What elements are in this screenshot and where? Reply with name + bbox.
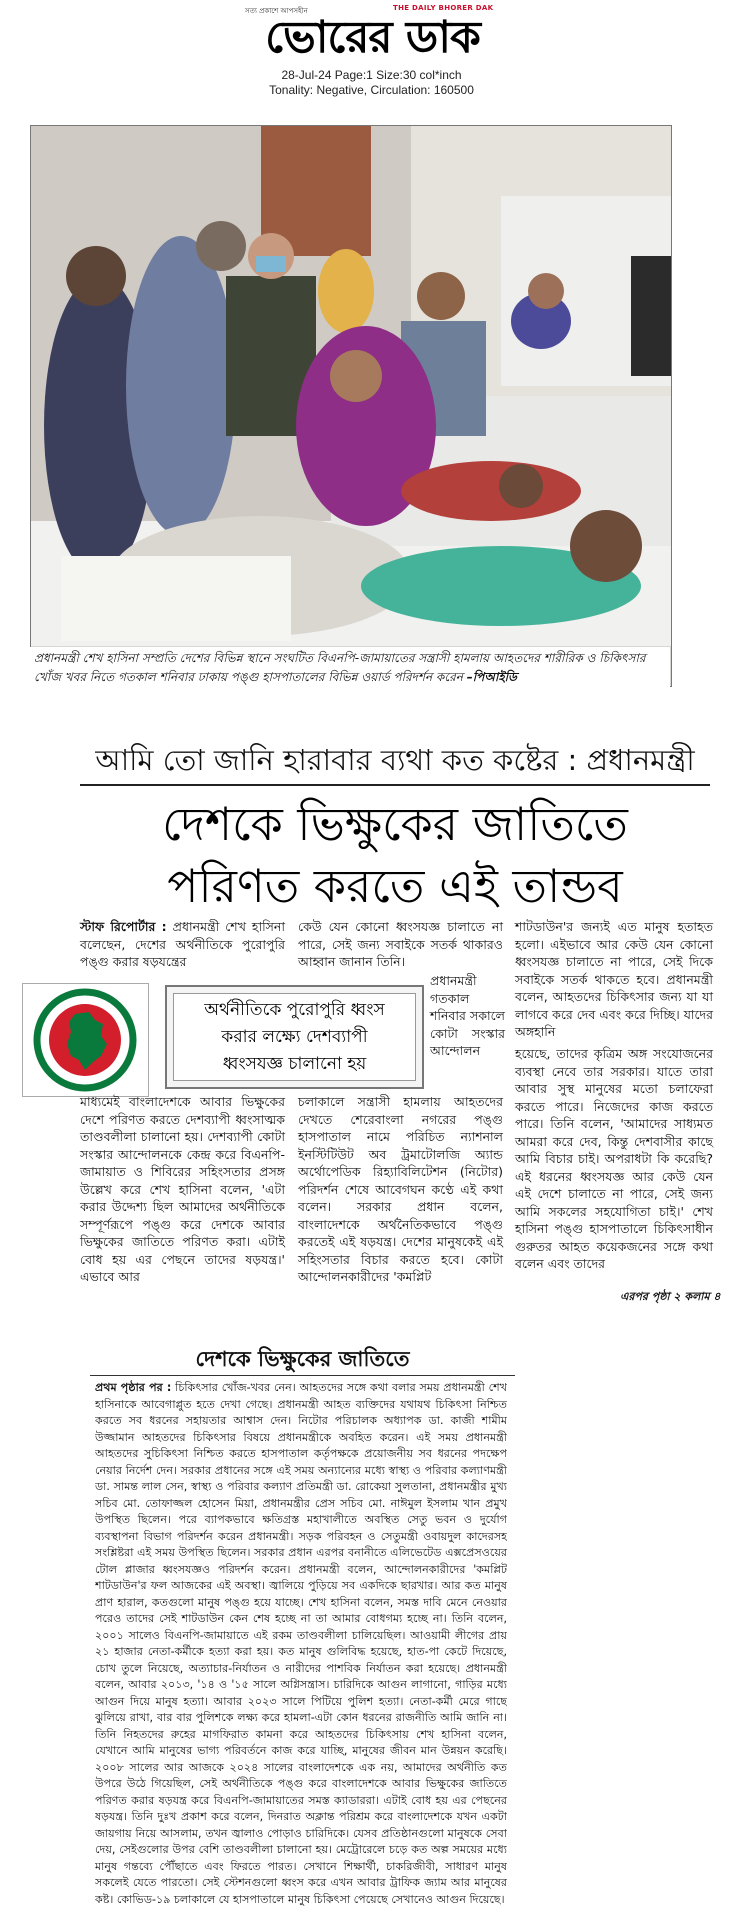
clip-metadata bbox=[0, 68, 743, 98]
clip-tonality-line: Tonality: Negative, Circulation: 160500 bbox=[269, 83, 474, 97]
article-column-2-bottom: চলাকালে সন্ত্রাসী হামলায় আহতদের দেখতে শেরেবাংলা নগরের পঙ্গু হাসপাতাল নামে পরিচিত ন্যাশনাল ইনস্টিটিউট অব ট্রমাটোলজি অ্যান্ড অর্থোপেডিক রিহ্যাবিলিটেশন (নিটোর) পরিদর্শন শেষে আবেগঘন কণ্ঠে এই কথা বলেন। সরকার প্রধান বলেন, বাংলাদেশকে অর্থনৈতিকভাবে পঙ্গু করতেই এই ষড়যন্ত্র। দেশের মানুষকেই এই সহিংসতার বিচার করতে হবে। কোটা আন্দোলনকারীদের 'কমপ্লিট bbox=[298, 1094, 503, 1284]
pull-quote bbox=[165, 985, 424, 1089]
article-kicker: আমি তো জানি হারাবার ব্যথা কত কষ্টের : প্রধানমন্ত্রী bbox=[80, 740, 710, 786]
pull-quote-inner bbox=[173, 993, 416, 1081]
hospital-ward-illustration bbox=[31, 126, 671, 646]
pull-quote-line-3: ধ্বংসযজ্ঞ চালানো হয় bbox=[222, 1054, 367, 1074]
article-headline bbox=[80, 793, 710, 917]
article-column-2-top: কেউ যেন কোনো ধ্বংসযজ্ঞ চালাতে না পারে, সেই জন্য সবাইকে সতর্ক থাকারও আহ্বান জানান তিনি। bbox=[298, 919, 503, 969]
article-column-1-bottom: মাধ্যমেই বাংলাদেশকে আবার ভিক্ষুকের দেশে পরিণত করতে দেশব্যাপী ধ্বংসাত্মক তাণ্ডবলীলা চালানো হয়। দেশব্যাপী কোটা সংস্কার আন্দোলনকে কেন্দ্র করে বিএনপি-জামায়াত ও শিবিরের সহিংসতার প্রসঙ্গ উল্লেখ করে শেখ হাসিনা বলেন, 'এটা করার উদ্দেশ্য ছিল আমাদের অর্থনীতিকে সম্পূর্ণরূপে পঙ্গু করে দেশকে আবার ভিক্ষুকের জাতিতে পরিণত করা। এটাই বোধ হয় এর পেছনে তাদের ষড়যন্ত্র।' এভাবে আর bbox=[80, 1094, 285, 1284]
continuation-body bbox=[95, 1380, 507, 1920]
news-photo bbox=[30, 125, 672, 687]
continuation-title: দেশকে ভিক্ষুকের জাতিতে bbox=[90, 1345, 515, 1376]
article-column-1-top bbox=[80, 918, 285, 978]
article-column-3-top: শাটডাউন'র জন্যই এত মানুষ হতাহত হলো। এইভাবে আর কেউ যেন কোনো ধ্বংসযজ্ঞ চালাতে না পারে, সেই দিকে সবাইকে সতর্ক থাকতে হবে। প্রধানমন্ত্রী বলেন, আহতদের চিকিৎসার জন্য যা যা লাগবে করে দেব এবং করে দিচ্ছি। যাদের অঙ্গহানি bbox=[515, 919, 713, 1039]
photo-caption bbox=[30, 647, 670, 689]
headline-line-1: দেশকে ভিক্ষুকের জাতিতে bbox=[162, 797, 628, 851]
pull-quote-line-2: করার লক্ষ্যে দেশব্যাপী bbox=[221, 1027, 368, 1047]
continuation-text: চিকিৎসার খোঁজ-খবর নেন। আহতদের সঙ্গে কথা বলার সময় প্রধানমন্ত্রী শেখ হাসিনাকে আবেগাপ্লুত হতে দেখা গেছে। প্রধানমন্ত্রী আহত ব্যক্তিদের যথাযথ চিকিৎসা নিশ্চিত করতে সব ধরনের সহায়তার আশ্বাস দেন। নিটোর পরিচালক অধ্যাপক ডা. কাজী শামীম উজ্জামান আহতদের চিকিৎসার বিষয়ে প্রধানমন্ত্রীকে অবহিত করেন। এই সময় প্রধানমন্ত্রী আহতদের সুচিকিৎসা নিশ্চিত করতে হাসপাতাল কর্তৃপক্ষকে প্রয়োজনীয় সব ধরনের পদক্ষেপ নেয়ার নির্দেশ দেন। সরকার প্রধানের সঙ্গে এই সময় অন্যান্যের মধ্যে স্বাস্থ্য ও পরিবার কল্যাণমন্ত্রী ডা. সামন্ত লাল সেন, স্বাস্থ্য ও পরিবার কল্যাণ প্রতিমন্ত্রী ডা. রোকেয়া সুলতানা, প্রধানমন্ত্রীর মুখ্য সচিব মো. তোফাজ্জল হোসেন মিয়া, প্রধানমন্ত্রীর প্রেস সচিব মো. নাঈমুল ইসলাম খান প্রমুখ উপস্থিত ছিলেন। পরে ব্যাপকভাবে ক্ষতিগ্রস্ত মহাখালীতে অবস্থিত সেতু ভবন ও দুর্যোগ ব্যবস্থাপনা বিভাগ পরিদর্শন করেন প্রধানমন্ত্রী। সড়ক পরিবহন ও সেতুমন্ত্রী ওবায়দুল কাদেরসহ সংশ্লিষ্টরা এই সময় উপস্থিত ছিলেন। সরকার প্রধান এরপর বনানীতে এলিভেটেড এক্সপ্রেসওয়ের টোল প্লাজার ধ্বংসযজ্ঞও পরিদর্শন করেন। প্রধানমন্ত্রী বলেন, আন্দোলনকারীদের 'কমপ্লিট শাটডাউন'র ফল আজকের এই অবস্থা। জ্বালিয়ে পুড়িয়ে সব একদিকে ছারখার। আর কত মানুষ প্রাণ হারাল, কতগুলো মানুষ পঙ্গু হয়ে যাচ্ছে। শেখ হাসিনা বলেন, সমস্ত দাবি মেনে নেওয়ার পরেও তাদের সেই শাটডাউন কেন শেষ হচ্ছে না তা আমার বোধগম্য হচ্ছে না। তিনি বলেন, ২০০১ সালেও বিএনপি-জামায়াতে এই রকম তাণ্ডবলীলা চালিয়েছিল। আওয়ামী লীগের প্রায় ২১ হাজার নেতা-কর্মীকে হত্যা করা হয়। কত মানুষ গুলিবিদ্ধ হয়েছে, হাত-পা কেটে দিয়েছে, চোখ তুলে নিয়েছে, অত্যাচার-নির্যাতন ও নারীদের পাশবিক নির্যাতন করা হয়েছে। প্রধানমন্ত্রী বলেন, আবার ২০১৩, '১৪ ও '১৫ সালে অগ্নিসন্ত্রাস। চারিদিকে আগুন লাগানো, গাড়ির মধ্যে আগুন দিয়ে মানুষ হত্যা। আবার ২০২৩ সালে পিটিয়ে পুলিশ হত্যা। নেতা-কর্মী মেরে গাছে ঝুলিয়ে রাখা, বার বার পুলিশকে লক্ষ্য করে হামলা-এটা কোন ধরনের রাজনীতি আমি জানি না। তিনি নিহতদের রুহের মাগফিরাত কামনা করে আহতদের চিকিৎসায় শেখ হাসিনা বলেন, যেখানে আমি মানুষের ভাগ্য পরিবর্তনে কাজ করে যাচ্ছি, মানুষের জীবন মান উন্নয়ন করেছি। ২০০৮ সালের আর আজকে ২০২৪ সালের বাংলাদেশকে এক নয়, আমাদের অর্থনীতি কত উপরে উঠে গিয়েছিল, সেই অর্থনীতিকে পঙ্গু করে বাংলাদেশকে আবার ভিক্ষুকের জাতিতে পরিণত করার ষড়যন্ত্র করে বিএনপি-জামায়াতের সমস্ত ক্যাডাররা। এটাই বোধ হয় এর পেছনের ষড়যন্ত্র। তিনি দুঃখ প্রকাশ করে বলেন, দিনরাত অক্লান্ত পরিশ্রম করে বাংলাদেশকে যখন একটা জায়গায় নিয়ে আসলাম, তখন জ্বালাও পোড়াও চারিদিকে। যেসব প্রতিষ্ঠানগুলো মানুষকে সেবা দেয়, সেইগুলোর উপর বেশি তাণ্ডবলীলা চালানো হয়। মেট্রোরেলে চড়ে কত অল্প সময়ের মধ্যে মানুষ গন্তব্যে পৌঁছাতে এবং ফিরতে পারত। সেখানে শিক্ষার্থী, চাকরিজীবী, সাধারণ মানুষ সকলেই যেতে পারতো। সেই স্টেশনগুলো ধ্বংস করে এখন আবার ট্রাফিক জ্যাম আর মানুষের কষ্ট। কোভিড-১৯ চলাকালে যে হাসপাতালে মানুষ চিকিৎসা পেয়েছে সেখানেও আগুন দিয়েছে। bbox=[95, 1381, 507, 1906]
clip-date-line: 28-Jul-24 Page:1 Size:30 col*inch bbox=[281, 68, 462, 82]
headline-line-2: পরিণত করতে এই তান্ডব bbox=[167, 859, 623, 913]
bangladesh-map-emblem-icon bbox=[23, 984, 148, 1096]
byline: স্টাফ রিপোর্টার : bbox=[80, 919, 167, 934]
pull-quote-line-1: অর্থনীতিকে পুরোপুরি ধ্বংস bbox=[204, 1000, 385, 1020]
column-1-top-text: প্রধানমন্ত্রী শেখ হাসিনা বলেছেন, দেশের অর্থনীতিকে পুরোপুরি পঙ্গু করার ষড়যন্ত্রের bbox=[80, 919, 285, 969]
photo-credit: –পিআইডি bbox=[466, 670, 517, 684]
newspaper-logo: ভোরের ডাক bbox=[265, 12, 480, 63]
masthead-tagline: সত্য প্রকাশে আপসহীন bbox=[245, 7, 308, 15]
masthead-english-name: THE DAILY BHORER DAK bbox=[393, 4, 494, 12]
article-column-3-bottom: হয়েছে, তাদের কৃত্রিম অঙ্গ সংযোজনের ব্যবস্থা নেবে তার সরকার। যাতে তারা আবার সুস্থ মানুষের মতো চলাফেরা করতে পারে। নিজেদের কাজ করতে পারে। তিনি বলেন, 'আমাদের সাধ্যমত আমরা করে দেব, কিন্তু দেশবাসীর কাছে আমি বিচার চাই। অপরাধটা কি করেছি? এই ধরনের ধ্বংসযজ্ঞ আর কেউ যেন এই দেশে চালাতে না পারে, সেই জন্য আমি সকলের সহযোগিতা চাই।' শেখ হাসিনা পঙ্গু হাসপাতালে চিকিৎসাধীন গুরুতর আহত কয়েকজনের সঙ্গে কথা বলেন এবং তাদের bbox=[515, 1046, 713, 1271]
article-column-2-narrow: প্রধানমন্ত্রী গতকাল শনিবার সকালে কোটা সংস্কার আন্দোলন bbox=[430, 973, 505, 1058]
article-jump-line: এরপর পৃষ্ঠা ২ কলাম ৪ bbox=[620, 1290, 721, 1303]
continuation-lead: প্রথম পৃষ্ঠার পর : bbox=[95, 1381, 172, 1394]
photo-caption-text: প্রধানমন্ত্রী শেখ হাসিনা সম্প্রতি দেশের বিভিন্ন স্থানে সংঘটিত বিএনপি-জামায়াতের সন্ত্রাসী হামলায় আহতদের শারীরিক ও চিকিৎসার খোঁজ খবর নিতে গতকাল শনিবার ঢাকায় পঙ্গু হাসপাতালের বিভিন্ন ওয়ার্ড পরিদর্শন করেন bbox=[34, 651, 646, 684]
government-emblem bbox=[22, 983, 149, 1097]
